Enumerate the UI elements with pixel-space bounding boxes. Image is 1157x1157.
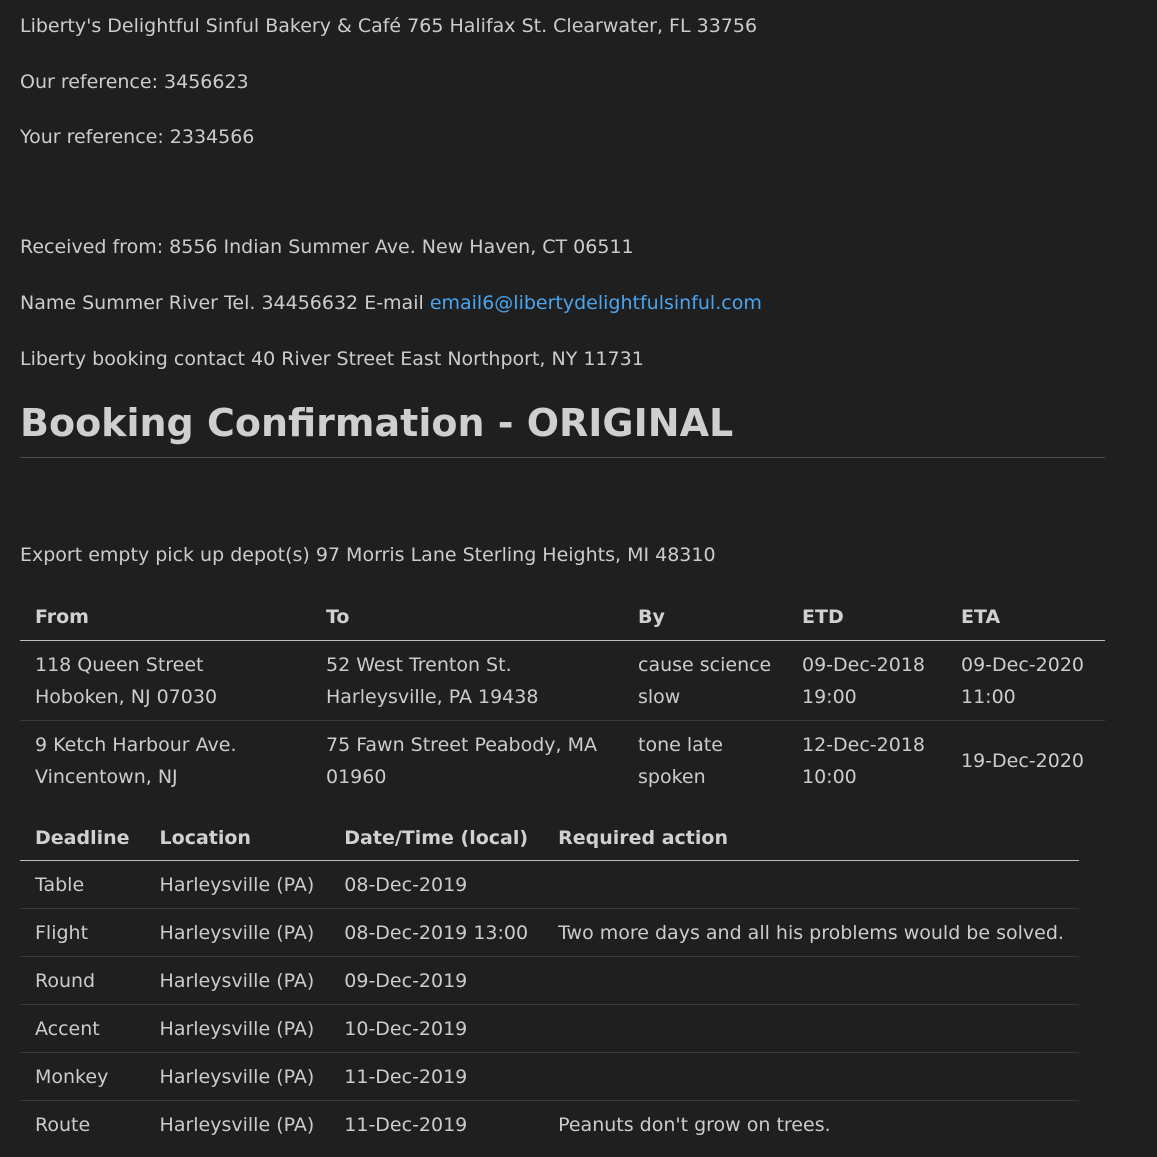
table-row bbox=[20, 861, 1079, 909]
deadline-location: Harleysville (PA) bbox=[145, 957, 330, 1005]
deadline-location: Harleysville (PA) bbox=[145, 1005, 330, 1053]
table-row bbox=[20, 1053, 1079, 1101]
deadline-datetime: 11-Dec-2019 bbox=[344, 1113, 468, 1136]
column-header-to: To bbox=[311, 594, 623, 641]
your-reference: Your reference: 2334566 bbox=[20, 126, 255, 148]
deadline-name: Round bbox=[20, 957, 145, 1005]
table-row bbox=[20, 721, 1105, 801]
deadline-name: Flight bbox=[20, 909, 145, 957]
deadline-action bbox=[543, 861, 1079, 909]
column-header-from: From bbox=[20, 594, 311, 641]
depot-line: Export empty pick up depot(s) 97 Morris Lane Sterling Heights, MI 48310 bbox=[20, 544, 716, 566]
table-row bbox=[20, 957, 1079, 1005]
deadline-action bbox=[543, 1005, 1079, 1053]
deadline-datetime: 09-Dec-2019 bbox=[329, 957, 543, 1005]
deadline-location: Harleysville (PA) bbox=[159, 1113, 315, 1136]
received-from: Received from: 8556 Indian Summer Ave. New Haven, CT 06511 bbox=[20, 236, 634, 258]
deadline-name: Accent bbox=[20, 1005, 145, 1053]
column-header-etd: ETD bbox=[787, 594, 946, 641]
deadline-datetime: 10-Dec-2019 bbox=[329, 1005, 543, 1053]
column-header-datetime: Date/Time (local) bbox=[329, 815, 543, 861]
deadline-datetime: 08-Dec-2019 13:00 bbox=[329, 909, 543, 957]
route-by: tone late spoken bbox=[638, 733, 723, 788]
deadline-datetime: 08-Dec-2019 bbox=[329, 861, 543, 909]
column-header-location: Location bbox=[145, 815, 330, 861]
column-header-deadline: Deadline bbox=[20, 815, 145, 861]
routes-table bbox=[20, 594, 1105, 800]
our-reference: Our reference: 3456623 bbox=[20, 71, 249, 93]
contact-details: Name Summer River Tel. 34456632 E-mail bbox=[20, 292, 430, 314]
deadline-action: Two more days and all his problems would be solved. bbox=[543, 909, 1079, 957]
email-link[interactable]: email6@libertydelightfulsinful.com bbox=[429, 292, 762, 314]
deadline-action bbox=[543, 957, 1079, 1005]
route-by: cause science slow bbox=[623, 641, 787, 721]
table-row bbox=[20, 641, 1105, 721]
column-header-by: By bbox=[623, 594, 787, 641]
deadlines-table bbox=[20, 815, 1079, 1148]
deadline-name: Monkey bbox=[20, 1053, 145, 1101]
table-row bbox=[20, 1101, 1079, 1149]
table-row bbox=[20, 1005, 1079, 1053]
route-eta: 19-Dec-2020 bbox=[961, 749, 1085, 772]
route-from: 118 Queen Street Hoboken, NJ 07030 bbox=[20, 641, 311, 721]
deadline-datetime: 11-Dec-2019 bbox=[329, 1053, 543, 1101]
route-etd: 12-Dec-2018 10:00 bbox=[802, 733, 926, 788]
page-title: Booking Confirmation - ORIGINAL bbox=[20, 397, 1105, 458]
deadline-location: Harleysville (PA) bbox=[145, 909, 330, 957]
table-row bbox=[20, 909, 1079, 957]
deadline-action: Peanuts don't grow on trees. bbox=[558, 1113, 831, 1136]
column-header-eta: ETA bbox=[946, 594, 1105, 641]
booking-contact: Liberty booking contact 40 River Street East Northport, NY 11731 bbox=[20, 348, 644, 370]
routes-header-row bbox=[20, 594, 1105, 641]
route-to: 75 Fawn Street Peabody, MA 01960 bbox=[326, 733, 598, 788]
deadline-name: Table bbox=[20, 861, 145, 909]
deadline-location: Harleysville (PA) bbox=[145, 1053, 330, 1101]
route-from: 9 Ketch Harbour Ave. Vincentown, NJ bbox=[35, 733, 237, 788]
route-to: 52 West Trenton St. Harleysville, PA 19438 bbox=[311, 641, 623, 721]
route-eta: 09-Dec-2020 11:00 bbox=[946, 641, 1105, 721]
route-etd: 09-Dec-2018 19:00 bbox=[787, 641, 946, 721]
sender-address: Liberty's Delightful Sinful Bakery & Café 765 Halifax St. Clearwater, FL 33756 bbox=[20, 15, 758, 37]
deadline-name: Route bbox=[35, 1113, 91, 1136]
column-header-action: Required action bbox=[543, 815, 1079, 861]
deadlines-header-row bbox=[20, 815, 1079, 861]
deadline-location: Harleysville (PA) bbox=[145, 861, 330, 909]
deadline-action bbox=[543, 1053, 1079, 1101]
contact-line bbox=[20, 290, 762, 316]
